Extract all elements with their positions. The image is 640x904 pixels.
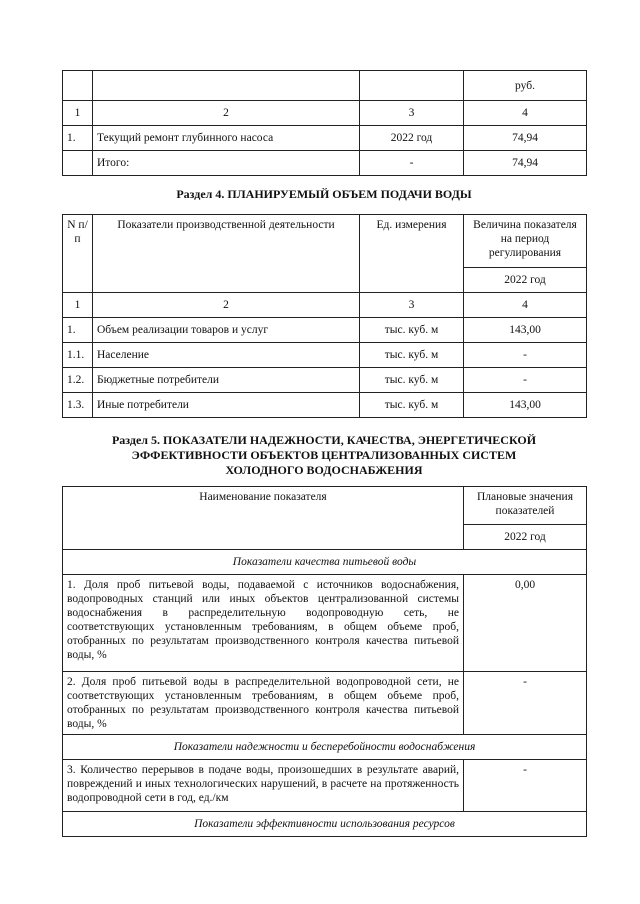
row-num — [63, 151, 93, 176]
indicator-text: 2. Доля проб питьевой воды в распределительной водопроводной сети, не соответствующих установленным требованиям, в общем объеме проб, отобранных по результатам производственного контроля качества питьевой воды, % — [63, 672, 464, 735]
table-row — [63, 151, 587, 176]
col-number: 1 — [63, 101, 93, 126]
empty-cell — [360, 71, 464, 101]
indicator-value: 0,00 — [464, 575, 587, 672]
table-row — [63, 575, 587, 672]
header-num: N п/п — [63, 215, 93, 293]
header-value: Величина показателя на период регулирования — [464, 215, 587, 268]
indicator-text: 1. Доля проб питьевой воды, подаваемой с источников водоснабжения, водопроводных станций или иных объектов централизованной системы водоснабжения в распределительную водопроводную сеть, не соответствующих установленным требованиям, в общем объеме проб, отобранных по результатам производственного контроля качества питьевой воды, % — [63, 575, 464, 672]
unit-label: руб. — [464, 71, 587, 101]
row-unit: тыс. куб. м — [360, 368, 464, 393]
section5-title: Раздел 5. ПОКАЗАТЕЛИ НАДЕЖНОСТИ, КАЧЕСТВА, ЭНЕРГЕТИЧЕСКОЙ ЭФФЕКТИВНОСТИ ОБЪЕКТОВ ЦЕНТРАЛИЗОВАННЫХ СИСТЕМ ХОЛОДНОГО ВОДОСНАБЖЕНИЯ — [111, 433, 537, 477]
row-year: - — [360, 151, 464, 176]
group-heading: Показатели надежности и бесперебойности водоснабжения — [63, 735, 587, 760]
header-plan: Плановые значения показателей — [464, 487, 587, 525]
row-name: Текущий ремонт глубинного насоса — [93, 126, 360, 151]
indicator-value: - — [464, 760, 587, 812]
row-value: 143,00 — [464, 318, 587, 343]
row-num: 1. — [63, 318, 93, 343]
water-volume-table — [62, 214, 587, 418]
row-year: 2022 год — [360, 126, 464, 151]
row-name: Бюджетные потребители — [93, 368, 360, 393]
table-row — [63, 126, 587, 151]
col-number: 2 — [93, 293, 360, 318]
header-year: 2022 год — [464, 525, 587, 550]
row-value: - — [464, 368, 587, 393]
col-number: 3 — [360, 101, 464, 126]
col-number: 4 — [464, 293, 587, 318]
row-value: 74,94 — [464, 126, 587, 151]
row-num: 1. — [63, 126, 93, 151]
row-name: Население — [93, 343, 360, 368]
group-heading: Показатели качества питьевой воды — [63, 550, 587, 575]
row-num: 1.1. — [63, 343, 93, 368]
col-number: 1 — [63, 293, 93, 318]
row-unit: тыс. куб. м — [360, 318, 464, 343]
empty-cell — [63, 71, 93, 101]
col-number: 4 — [464, 101, 587, 126]
col-number: 2 — [93, 101, 360, 126]
row-num: 1.3. — [63, 393, 93, 418]
row-name: Объем реализации товаров и услуг — [93, 318, 360, 343]
row-num: 1.2. — [63, 368, 93, 393]
col-number: 3 — [360, 293, 464, 318]
row-name: Итого: — [93, 151, 360, 176]
table-row — [63, 343, 587, 368]
header-name: Наименование показателя — [63, 487, 464, 550]
row-value: - — [464, 343, 587, 368]
empty-cell — [93, 71, 360, 101]
cost-table — [62, 70, 587, 176]
table-row — [63, 393, 587, 418]
table-row — [63, 760, 587, 812]
section4-title: Раздел 4. ПЛАНИРУЕМЫЙ ОБЪЕМ ПОДАЧИ ВОДЫ — [176, 187, 472, 201]
indicator-text: 3. Количество перерывов в подаче воды, произошедших в результате аварий, повреждений и иных технологических нарушений, в расчете на протяженность водопроводной сети в год, ед./км — [63, 760, 464, 812]
table-row — [63, 318, 587, 343]
header-unit: Ед. измерения — [360, 215, 464, 293]
header-year: 2022 год — [464, 268, 587, 293]
table-row — [63, 672, 587, 735]
row-unit: тыс. куб. м — [360, 393, 464, 418]
indicator-value: - — [464, 672, 587, 735]
row-name: Иные потребители — [93, 393, 360, 418]
quality-indicators-table — [62, 486, 587, 837]
row-value: 74,94 — [464, 151, 587, 176]
header-indicator: Показатели производственной деятельности — [93, 215, 360, 293]
table-row — [63, 368, 587, 393]
row-unit: тыс. куб. м — [360, 343, 464, 368]
group-heading: Показатели эффективности использования ресурсов — [63, 812, 587, 837]
row-value: 143,00 — [464, 393, 587, 418]
